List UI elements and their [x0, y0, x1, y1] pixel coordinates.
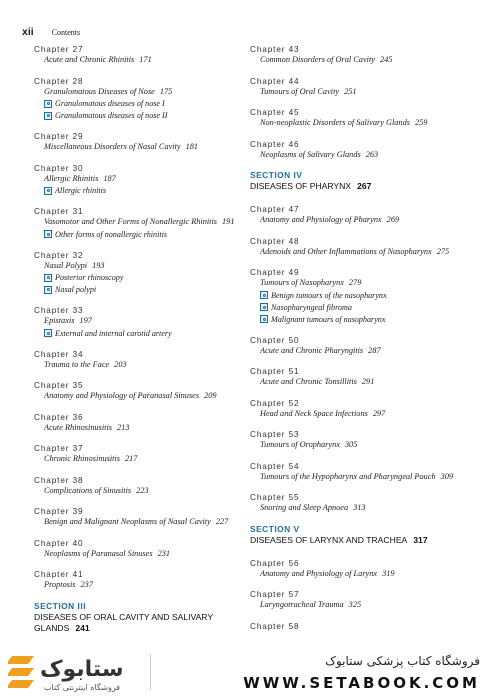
chapter-entry: [34, 380, 244, 402]
toc-right-column: [250, 44, 480, 642]
chapter-label: Chapter 44: [250, 76, 300, 86]
chapter-title: [34, 316, 244, 327]
chapter-page-number: 275: [436, 246, 450, 256]
video-label: Nasal polypi: [55, 285, 97, 294]
video-icon: [44, 112, 52, 120]
chapter-title-text: Head and Neck Space Infections: [260, 408, 368, 418]
chapter-title: [34, 261, 244, 272]
chapter-title-text: Anatomy and Physiology of Larynx: [260, 568, 378, 578]
section-title-text: DISEASES OF PHARYNX: [250, 181, 352, 191]
chapter-title: [34, 580, 244, 591]
video-link[interactable]: [250, 314, 480, 325]
chapter-label: Chapter 55: [250, 493, 300, 502]
chapter-title: [34, 517, 244, 528]
chapter-label: Chapter 54: [250, 461, 300, 471]
section-title-text: DISEASES OF ORAL CAVITY AND SALIVARY GLANDS: [34, 611, 213, 633]
chapter-entry: [250, 139, 480, 161]
logo-subtext: فروشگاه اینترنتی کتاب: [44, 683, 121, 692]
chapter-title-text: Acute and Chronic Pharyngitis: [260, 345, 364, 355]
section-entry: [250, 524, 480, 546]
chapter-title-text: Nasal Polypi: [44, 260, 88, 270]
video-icon: [260, 303, 268, 311]
video-label: External and internal carotid artery: [55, 328, 172, 338]
chapter-entry: [250, 461, 480, 483]
section-entry: [250, 170, 480, 192]
chapter-title: [34, 360, 244, 371]
chapter-page-number: 325: [348, 600, 362, 609]
chapter-entry: [250, 589, 480, 611]
chapter-label: Chapter 47: [250, 205, 300, 214]
chapter-title-text: Chronic Rhinosinusitis: [44, 454, 120, 463]
chapter-entry: [250, 492, 480, 514]
chapter-title: [250, 409, 480, 420]
chapter-label: Chapter 56: [250, 558, 300, 568]
chapter-label: Chapter 28: [34, 76, 84, 86]
chapter-label: Chapter 52: [250, 398, 300, 408]
chapter-title-text: Miscellaneous Disorders of Nasal Cavity: [44, 142, 181, 151]
chapter-page-number: 237: [80, 580, 93, 589]
chapter-title-text: Allergic Rhinitis: [44, 173, 99, 183]
chapter-page-number: 175: [159, 86, 173, 96]
chapter-label: Chapter 50: [250, 335, 300, 345]
chapter-page-number: 181: [185, 142, 199, 151]
section-title-text: DISEASES OF LARYNX AND TRACHEA: [250, 534, 408, 545]
chapter-label: Chapter 40: [34, 538, 84, 548]
chapter-title: [250, 346, 480, 357]
chapter-label: Chapter 57: [250, 590, 300, 599]
chapter-title: [250, 118, 480, 129]
chapter-page-number: 209: [204, 391, 217, 400]
chapter-title: [34, 486, 244, 497]
chapter-entry: [34, 163, 244, 197]
chapter-title: [250, 55, 480, 66]
chapter-page-number: 245: [379, 55, 393, 64]
video-link[interactable]: [34, 229, 244, 240]
chapter-entry: [34, 538, 244, 560]
chapter-page-number: 291: [361, 377, 375, 386]
chapter-title: [250, 150, 480, 161]
chapter-entry: [250, 429, 480, 451]
chapter-title: [250, 377, 480, 388]
chapter-page-number: 251: [344, 86, 357, 96]
video-icon: [44, 329, 52, 337]
chapter-title-text: Tumours of Nasopharynx: [260, 278, 344, 287]
chapter-title: [250, 503, 480, 514]
chapter-entry: [250, 76, 480, 98]
chapter-page-number: 319: [382, 568, 395, 578]
chapter-label: Chapter 43: [250, 45, 300, 54]
chapter-page-number: 223: [136, 485, 149, 495]
chapter-title-text: Vasomotor and Other Forms of Nonallergic Rhinitis: [44, 217, 218, 226]
section-label: SECTION III: [34, 600, 87, 611]
chapter-title: [34, 423, 244, 434]
chapter-entry: [34, 206, 244, 240]
chapter-title-text: Proptosis: [44, 580, 76, 589]
chapter-entry: [250, 335, 480, 357]
chapter-page-number: 287: [368, 345, 381, 355]
chapter-title-text: Tumours of Oral Cavity: [260, 86, 340, 96]
chapter-label: Chapter 49: [250, 268, 300, 277]
chapter-title-text: Acute Rhinosinusitis: [44, 422, 112, 432]
chapter-page-number: 297: [372, 408, 386, 418]
chapter-label: Chapter 34: [34, 349, 84, 359]
section-entry: [34, 601, 244, 634]
video-label: Nasopharyngeal fibroma: [271, 302, 352, 312]
video-link[interactable]: [34, 284, 244, 295]
setabook-logo: [8, 648, 144, 696]
chapter-entry: [34, 475, 244, 497]
chapter-entry: [250, 44, 480, 66]
video-link[interactable]: [34, 272, 244, 283]
video-icon: [44, 230, 52, 238]
chapter-page-number: 171: [139, 55, 152, 64]
logo-divider: [150, 654, 151, 690]
video-label: Posterior rhinoscopy: [55, 273, 124, 282]
chapter-title-text: Tumours of the Hypopharynx and Pharyngeal Pouch: [260, 471, 436, 481]
chapter-page-number: 269: [386, 215, 400, 224]
chapter-title-text: Granulomatous Diseases of Nose: [44, 86, 155, 96]
video-icon: [44, 100, 52, 108]
chapter-title: [250, 600, 480, 611]
chapter-title: [250, 472, 480, 483]
chapter-title: [34, 217, 244, 228]
chapter-title: [34, 454, 244, 465]
chapter-title-text: Neoplasms of Salivary Glands: [260, 149, 361, 159]
chapter-entry: [34, 305, 244, 339]
chapter-entry: [34, 131, 244, 153]
video-icon: [44, 274, 52, 282]
section-page-number: 317: [413, 534, 428, 545]
section-label: SECTION V: [250, 523, 300, 534]
chapter-label: Chapter 27: [34, 45, 84, 54]
chapter-entry: [250, 204, 480, 226]
chapter-label: Chapter 48: [250, 236, 300, 246]
chapter-title-text: Anatomy and Physiology of Pharynx: [260, 215, 382, 224]
video-label: Allergic rhinitis: [55, 186, 107, 195]
video-link[interactable]: [34, 98, 244, 109]
chapter-label: Chapter 30: [34, 163, 84, 173]
chapter-label: Chapter 53: [250, 430, 300, 439]
store-url: WWW.SETABOOK.COM: [243, 674, 480, 692]
chapter-title: [34, 87, 244, 98]
section-page-number: 241: [75, 622, 90, 633]
video-link[interactable]: [34, 185, 244, 196]
chapter-title-text: Epistaxis: [44, 316, 75, 325]
chapter-page-number: 259: [414, 118, 428, 127]
chapter-label: Chapter 29: [34, 132, 84, 141]
chapter-page-number: 203: [114, 359, 127, 369]
video-label: Benign tumours of the nasopharynx: [271, 290, 387, 300]
chapter-page-number: 191: [222, 217, 235, 226]
chapter-label: Chapter 41: [34, 570, 84, 579]
chapter-label: Chapter 39: [34, 507, 84, 516]
video-icon: [44, 286, 52, 294]
chapter-entry: [250, 621, 480, 632]
chapter-label: Chapter 38: [34, 475, 84, 485]
chapter-label: Chapter 33: [34, 306, 84, 315]
logo-text: ستابوک: [40, 657, 124, 682]
video-label: Malignant tumours of nasopharynx: [271, 314, 386, 324]
chapter-entry: [250, 366, 480, 388]
chapter-label: Chapter 36: [34, 412, 84, 422]
chapter-title-text: Laryngotracheal Trauma: [260, 600, 344, 609]
chapter-page-number: 187: [103, 173, 116, 183]
chapter-title-text: Tumours of Oropharynx: [260, 440, 340, 449]
section-page-number: 267: [357, 181, 372, 191]
chapter-label: Chapter 35: [34, 381, 84, 390]
video-label: Granulomatous diseases of nose I: [55, 99, 165, 108]
video-icon: [44, 187, 52, 195]
chapter-title-text: Non-neoplastic Disorders of Salivary Glands: [260, 118, 410, 127]
chapter-page-number: 227: [215, 517, 229, 526]
chapter-title: [34, 55, 244, 66]
chapter-label: Chapter 51: [250, 367, 300, 376]
chapter-title-text: Acute and Chronic Rhinitis: [44, 55, 135, 64]
toc-left-column: [34, 44, 244, 667]
chapter-page-number: 217: [125, 454, 138, 463]
chapter-label: Chapter 46: [250, 139, 300, 149]
chapter-entry: [34, 76, 244, 122]
chapter-page-number: 263: [365, 149, 379, 159]
chapter-title-text: Complications of Sinusitis: [44, 485, 132, 495]
chapter-page-number: 197: [79, 316, 92, 325]
chapter-page-number: 213: [116, 422, 130, 432]
chapter-label: Chapter 45: [250, 108, 300, 117]
video-label: Granulomatous diseases of nose II: [55, 111, 168, 120]
chapter-title: [34, 174, 244, 185]
chapter-title: [250, 215, 480, 226]
video-icon: [260, 291, 268, 299]
chapter-page-number: 309: [440, 471, 454, 481]
chapter-label: Chapter 58: [250, 621, 300, 631]
video-icon: [260, 315, 268, 323]
chapter-entry: [250, 558, 480, 580]
chapter-entry: [34, 250, 244, 296]
store-title: فروشگاه کتاب پزشکی ستابوک: [325, 654, 480, 668]
chapter-entry: [34, 506, 244, 528]
video-link[interactable]: [34, 110, 244, 121]
chapter-page-number: 279: [348, 278, 362, 287]
page-number: xii: [22, 26, 34, 38]
chapter-label: Chapter 32: [34, 250, 84, 260]
chapter-entry: [250, 236, 480, 258]
chapter-page-number: 193: [92, 260, 105, 270]
chapter-title-text: Common Disorders of Oral Cavity: [260, 55, 375, 64]
chapter-entry: [34, 44, 244, 66]
section-title: [34, 612, 244, 634]
section-label: SECTION IV: [250, 170, 303, 180]
watermark-banner: [0, 644, 500, 700]
chapter-entry: [34, 443, 244, 465]
video-link[interactable]: [250, 290, 480, 301]
page-header: [22, 26, 80, 40]
section-title: [250, 535, 480, 546]
video-link[interactable]: [250, 302, 480, 313]
chapter-page-number: 313: [353, 503, 366, 512]
chapter-title: [34, 549, 244, 560]
running-head: Contents: [51, 28, 81, 37]
chapter-title: [250, 247, 480, 258]
chapter-label: Chapter 37: [34, 444, 84, 453]
chapter-title: [34, 391, 244, 402]
chapter-title-text: Acute and Chronic Tonsillitis: [260, 377, 357, 386]
chapter-entry: [250, 398, 480, 420]
chapter-label: Chapter 31: [34, 207, 84, 216]
chapter-title-text: Snoring and Sleep Apnoea: [260, 503, 349, 512]
chapter-title-text: Benign and Malignant Neoplasms of Nasal Cavity: [44, 517, 211, 526]
chapter-entry: [34, 569, 244, 591]
chapter-page-number: 305: [344, 440, 358, 449]
chapter-entry: [250, 267, 480, 325]
chapter-title: [250, 278, 480, 289]
chapter-title-text: Anatomy and Physiology of Paranasal Sinuses: [44, 391, 200, 400]
chapter-title-text: Adenoids and Other Inflammations of Nasopharynx: [260, 246, 432, 256]
video-label: Other forms of nonallergic rhinitis: [55, 229, 167, 239]
chapter-title: [250, 87, 480, 98]
chapter-title: [34, 142, 244, 153]
chapter-title: [250, 440, 480, 451]
chapter-page-number: 231: [157, 548, 171, 558]
chapter-title-text: Trauma to the Face: [44, 359, 110, 369]
chapter-title-text: Neoplasms of Paranasal Sinuses: [44, 548, 153, 558]
video-link[interactable]: [34, 328, 244, 339]
chapter-entry: [34, 412, 244, 434]
chapter-entry: [34, 349, 244, 371]
chapter-entry: [250, 107, 480, 129]
section-title: [250, 181, 480, 192]
chapter-title: [250, 569, 480, 580]
